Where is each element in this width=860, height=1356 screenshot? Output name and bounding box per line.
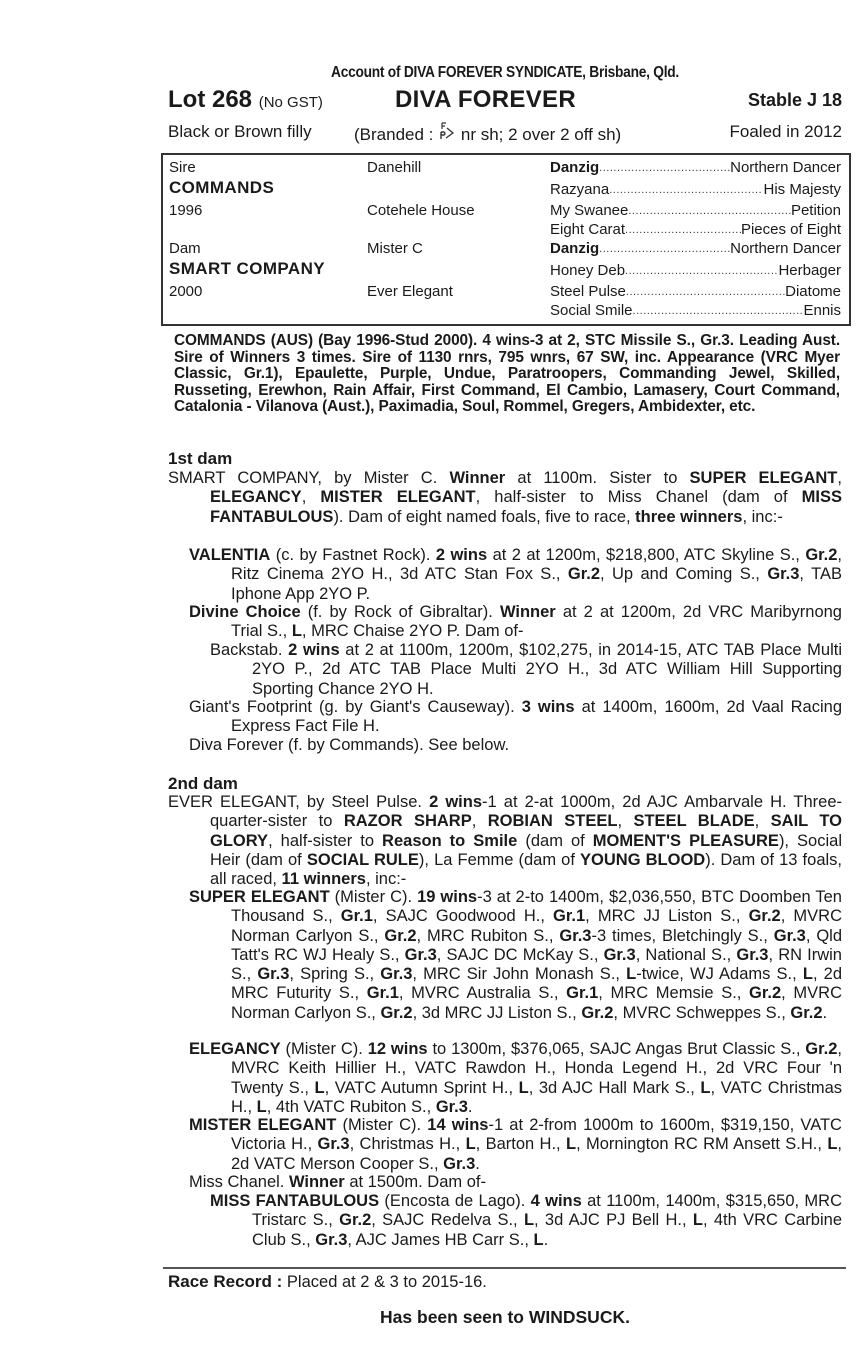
bold-text: RAZOR SHARP [343,812,472,831]
text: , MVRC Schweppes S., [613,1003,791,1022]
ancestor-parent: Petition [790,202,841,219]
text: ). Dam of eight named foals, five to race, [333,507,636,526]
bold-text: Gr.3 [317,1135,350,1154]
bold-text: SUPER ELEGANT [689,469,838,487]
text: , inc:- [742,507,783,526]
bold-text: Gr.2 [805,546,838,564]
text: -twice, WJ Adams S., [636,965,803,984]
sire-sire: Danehill [367,159,422,176]
ancestor-row [550,181,841,200]
ancestor-row [550,159,841,178]
text: , MVRC Australia S., [398,984,567,1003]
bold-text: SAIL TO GLORY [210,812,842,850]
bold-text: Gr.3 [443,1154,476,1173]
first-dam-intro [168,469,842,527]
bold-text: 2 wins [435,546,488,564]
text: , [754,812,771,831]
gst-note: (No GST) [258,94,323,111]
bold-text: Gr.3 [773,926,806,945]
bold-text: Gr.1 [566,984,599,1003]
text: at 1500m. Dam of- [344,1173,486,1191]
bold-text: Winner [499,603,556,621]
text: , RN Irwin S., [231,945,842,984]
horse-description [168,122,842,144]
bold-text: YOUNG BLOOD [580,850,706,869]
bold-text: L [256,1097,267,1116]
dam-label: Dam [169,240,201,257]
race-record-label: Race Record : [168,1272,283,1291]
dam-year: 2000 [169,283,203,300]
text: , Mornington RC RM Ansett S.H., [576,1135,828,1154]
text: at 2 at 1100m, 1200m, $102,275, in 2014-15, ATC TAB Place Multi 2YO P., 2d ATC TAB Place Multi 2YO H., 3d ATC William Hill Supporting Sporting Chance 2YO H. [252,641,843,698]
text: , MVRC Keith Hillier H., VATC Rawdon H., Honda Legend H., 2d VRC Four 'n Twenty S., [231,1040,842,1097]
text: SMART COMPANY, by Mister C. [168,469,450,487]
bold-text: MISS FANTABULOUS [210,1192,380,1210]
text: at 1100m, 1400m, $315,650, MRC Tristarc S., [252,1192,842,1230]
bold-text: ELEGANCY [210,488,302,507]
bold-text: Gr.2 [380,1003,413,1022]
vendor-account: Account of DIVA FOREVER SYNDICATE, Brisbane, Qld. [331,64,679,81]
ancestor-parent: Herbager [778,262,841,279]
bold-text: 14 wins [427,1116,489,1134]
bold-text: L [523,1211,535,1230]
text: (Mister C). [336,1116,428,1134]
bold-text: Reason to Smile [382,831,518,850]
text: (Mister C). [329,888,418,906]
bold-text: L [314,1078,325,1097]
horse-name: DIVA FOREVER [395,86,576,113]
text: , VATC Christmas H., [231,1078,842,1116]
text: , [617,812,634,831]
ancestor-row [550,302,841,321]
text: , inc:- [365,870,407,889]
bold-text: 2 wins [288,641,340,659]
bold-text: Gr.2 [384,926,417,945]
text: , Qld Tatt's RC WJ Healy S., [231,926,843,964]
ancestor-name: Social Smile [550,302,633,319]
text: . [543,1230,549,1249]
text: at 1100m. Sister to [505,469,690,487]
foal-entry [189,546,842,604]
bold-text: Gr.2 [339,1211,372,1230]
text: (Encosta de Lago). [379,1192,531,1210]
grandfoal-entry [210,1192,842,1250]
text: , half-sister to Miss Chanel (dam of [475,488,802,507]
leader-dots [625,262,778,281]
ancestor-name: Eight Carat [550,221,626,238]
bold-text: three winners [635,507,743,526]
ancestor-name: My Swanee [550,202,629,219]
bold-text: 12 wins [367,1040,428,1058]
bold-text: L [465,1135,476,1154]
bold-text: ROBIAN STEEL [487,812,618,831]
ancestor-name: Steel Pulse [550,283,626,300]
text: , 3d AJC Hall Mark S., [528,1078,701,1097]
text: , half-sister to [268,831,383,850]
text: , MRC Sir John Monash S., [412,965,627,984]
bold-text: Gr.2 [790,1003,823,1022]
vendor-note: Has been seen to WINDSUCK. [380,1307,630,1327]
ancestor-parent: His Majesty [763,181,841,198]
text: , Christmas H., [349,1135,466,1154]
foal-entry [189,1040,842,1117]
text: ), La Femme (dam of [418,850,581,869]
text: Diva Forever (f. by Commands). See below. [189,736,510,754]
text: , MRC JJ Liston S., [585,907,749,926]
text: , SAJC Redelva S., [371,1211,524,1230]
bold-text: Gr.3 [435,1097,468,1116]
bold-text: STEEL BLADE [633,812,755,831]
text: ), Social Heir (dam of [210,831,842,869]
colour-sex: Black or Brown filly [168,122,312,141]
bold-text: L [802,965,813,984]
lot-label: Lot 268 [168,86,253,113]
dam-dam: Ever Elegant [367,283,453,300]
text: . [467,1097,473,1116]
bold-text: MISS FANTABULOUS [210,488,842,526]
text: , MRC Rubiton S., [416,926,560,945]
bold-text: Gr.3 [404,945,437,964]
text: , 4th VRC Carbine Club S., [252,1211,842,1249]
bold-text: 2 wins [429,793,483,811]
text: , [301,488,321,507]
ancestor-parent: Northern Dancer [730,240,841,257]
bold-text: 11 winners [281,870,366,889]
text: to 1300m, $376,065, SAJC Angas Brut Classic S., [427,1040,806,1058]
text: , [471,812,488,831]
text: -3 at 2-to 1400m, $2,036,550, BTC Doomben Ten Thousand S., [231,888,842,926]
ancestor-name: Danzig [550,240,600,257]
bold-text: L [692,1211,703,1230]
text: at 2 at 1200m, $218,800, ATC Skyline S., [487,546,806,564]
text: , MVRC Norman Carlyon S., [231,984,842,1022]
foal-entry [189,1173,842,1192]
sire-label: Sire [169,159,196,176]
text: (Mister C). [280,1040,368,1058]
grandfoal-entry [210,641,842,699]
text: , 2d MRC Futurity S., [231,965,843,1003]
bold-text: Gr.3 [736,945,769,964]
leader-dots [609,181,763,200]
ancestor-row [550,202,841,221]
text: -1 at 2-at 1000m, 2d AJC Ambarvale H. Three-quarter-sister to [210,793,843,831]
foal-entry [189,736,842,755]
bold-text: MISTER ELEGANT [320,488,476,507]
bold-text: Gr.2 [748,907,781,926]
text: , MVRC Norman Carlyon S., [231,907,842,945]
bold-text: ELEGANCY [189,1040,281,1058]
bold-text: Gr.3 [603,945,636,964]
text: , MRC Chaise 2YO P. Dam of- [301,622,524,641]
bold-text: L [700,1078,711,1097]
bold-text: Gr.2 [805,1040,838,1058]
bold-text: SUPER ELEGANT [189,888,330,906]
leader-dots [599,240,730,259]
sire-year: 1996 [169,202,203,219]
sire-dam: Cotehele House [367,202,475,219]
bold-text: L [626,965,637,984]
text: , MRC Memsie S., [598,984,750,1003]
bold-text: L [533,1230,544,1249]
bold-text: SOCIAL RULE [306,850,419,869]
text: Giant's Footprint (g. by Giant's Causeway). [189,698,522,716]
text: , [837,469,842,487]
text: EVER ELEGANT, by Steel Pulse. [168,793,430,811]
bold-text: Gr.3 [767,565,800,584]
bold-text: Gr.2 [567,565,601,584]
text: , 3d MRC JJ Liston S., [412,1003,582,1022]
bold-text: L [518,1078,529,1097]
bold-text: VALENTIA [189,546,271,564]
bold-text: Gr.2 [749,984,782,1003]
text: (dam of [517,831,593,850]
foal-entry [189,603,842,642]
race-record [168,1272,487,1292]
bold-text: Gr.3 [559,926,592,945]
ancestor-row [550,240,841,259]
bold-text: Gr.1 [553,907,586,926]
text: , AJC James HB Carr S., [347,1230,534,1249]
leader-dots [633,302,804,321]
text: , National S., [635,945,737,964]
ancestor-row [550,221,841,240]
bold-text: 19 wins [417,888,478,906]
bold-text: Gr.1 [340,907,373,926]
lot-header [168,86,842,116]
foal-entry [189,1116,842,1174]
bold-text: Gr.2 [581,1003,614,1022]
section-divider [163,1267,846,1269]
ancestor-row [550,262,841,281]
foaled-year: Foaled in 2012 [729,122,842,141]
text: -3 times, Bletchingly S., [591,926,774,945]
text: (f. by Rock of Gibraltar). [300,603,500,621]
text: , 4th VATC Rubiton S., [266,1097,436,1116]
text: , SAJC DC McKay S., [436,945,604,964]
leader-dots [599,159,730,178]
brand-info [354,122,621,145]
sire-name: COMMANDS [169,178,275,197]
brand-suffix: nr sh; 2 over 2 off sh) [460,125,622,144]
lot-number [168,86,323,114]
dam-sire: Mister C [367,240,423,257]
text: (c. by Fastnet Rock). [270,546,436,564]
text: , Up and Coming S., [600,565,768,584]
second-dam-intro [168,793,842,889]
ancestor-name: Razyana [550,181,610,198]
bold-text: 3 wins [521,698,575,716]
first-dam-title: 1st dam [168,449,233,468]
text: , 2d VATC Merson Cooper S., [231,1135,842,1173]
bold-text: Gr.1 [366,984,399,1003]
ancestor-parent: Pieces of Eight [740,221,841,238]
ancestor-parent: Northern Dancer [730,159,841,176]
ancestor-parent: Diatome [785,283,841,300]
leader-dots [628,202,791,221]
brand-prefix: (Branded : [354,125,434,144]
ancestor-row [550,283,841,302]
bold-text: MOMENT'S PLEASURE [592,831,779,850]
text: , VATC Autumn Sprint H., [324,1078,519,1097]
dam-name: SMART COMPANY [169,259,325,278]
pedigree-table [161,153,851,326]
second-dam-title: 2nd dam [168,774,238,793]
bold-text: 4 wins [530,1192,582,1210]
race-record-value: Placed at 2 & 3 to 2015-16. [286,1273,487,1291]
bold-text: Gr.3 [257,965,290,984]
text: at 1400m, 1600m, 2d Vaal Racing Express Fact File H. [231,698,843,736]
text: Miss Chanel. [189,1173,289,1191]
ancestor-name: Danzig [550,159,600,176]
leader-dots [626,283,785,302]
bold-text: Gr.3 [380,965,413,984]
bold-text: L [827,1135,838,1154]
stable-location: Stable J 18 [747,90,842,110]
text: , Ritz Cinema 2YO H., 3d ATC Stan Fox S., [231,546,843,584]
text: . [822,1003,828,1022]
foal-entry [189,698,842,737]
bold-text: Gr.3 [315,1230,348,1249]
text: , Barton H., [475,1135,566,1154]
bold-text: Winner [449,469,506,487]
text: . [475,1154,480,1173]
ancestor-parent: Ennis [803,302,841,319]
text: , Spring S., [289,965,381,984]
foal-entry [189,888,842,1023]
text: ). Dam of 13 foals, all raced, [210,850,842,889]
text: , TAB Iphone App 2YO P. [231,565,842,603]
text: Backstab. [210,641,289,659]
leader-dots [625,221,741,240]
brand-mark-icon [438,122,456,140]
sire-summary: COMMANDS (AUS) (Bay 1996-Stud 2000). 4 wins-3 at 2, STC Missile S., Gr.3. Leading Aust. Sire of Winners 3 times. Sire of 1130 rnrs, 795 wnrs, 67 SW, inc. Appearance (VRC Myer Classic, Gr.1), Epaulette, Purple, Undue, Paratroopers, Commanding Jewel, Skilled, Russeting, Erewhon, Rain Affair, First Command, El Cambio, Lamasery, Court Command, Catalonia - Vilanova (Aust.), Paximadia, Soul, Rommel, Gregers, Ambidexter, etc. [174,332,840,416]
text: -1 at 2-from 1000m to 1600m, $319,150, VATC Victoria H., [231,1116,842,1154]
bold-text: Winner [288,1173,345,1191]
bold-text: MISTER ELEGANT [189,1116,337,1134]
bold-text: Divine Choice [189,603,301,621]
ancestor-name: Honey Deb [550,262,626,279]
text: , 3d AJC PJ Bell H., [534,1211,693,1230]
text: , SAJC Goodwood H., [372,907,554,926]
bold-text: L [291,622,302,641]
bold-text: L [565,1135,577,1154]
text: at 2 at 1200m, 2d VRC Maribyrnong Trial S., [231,603,842,641]
